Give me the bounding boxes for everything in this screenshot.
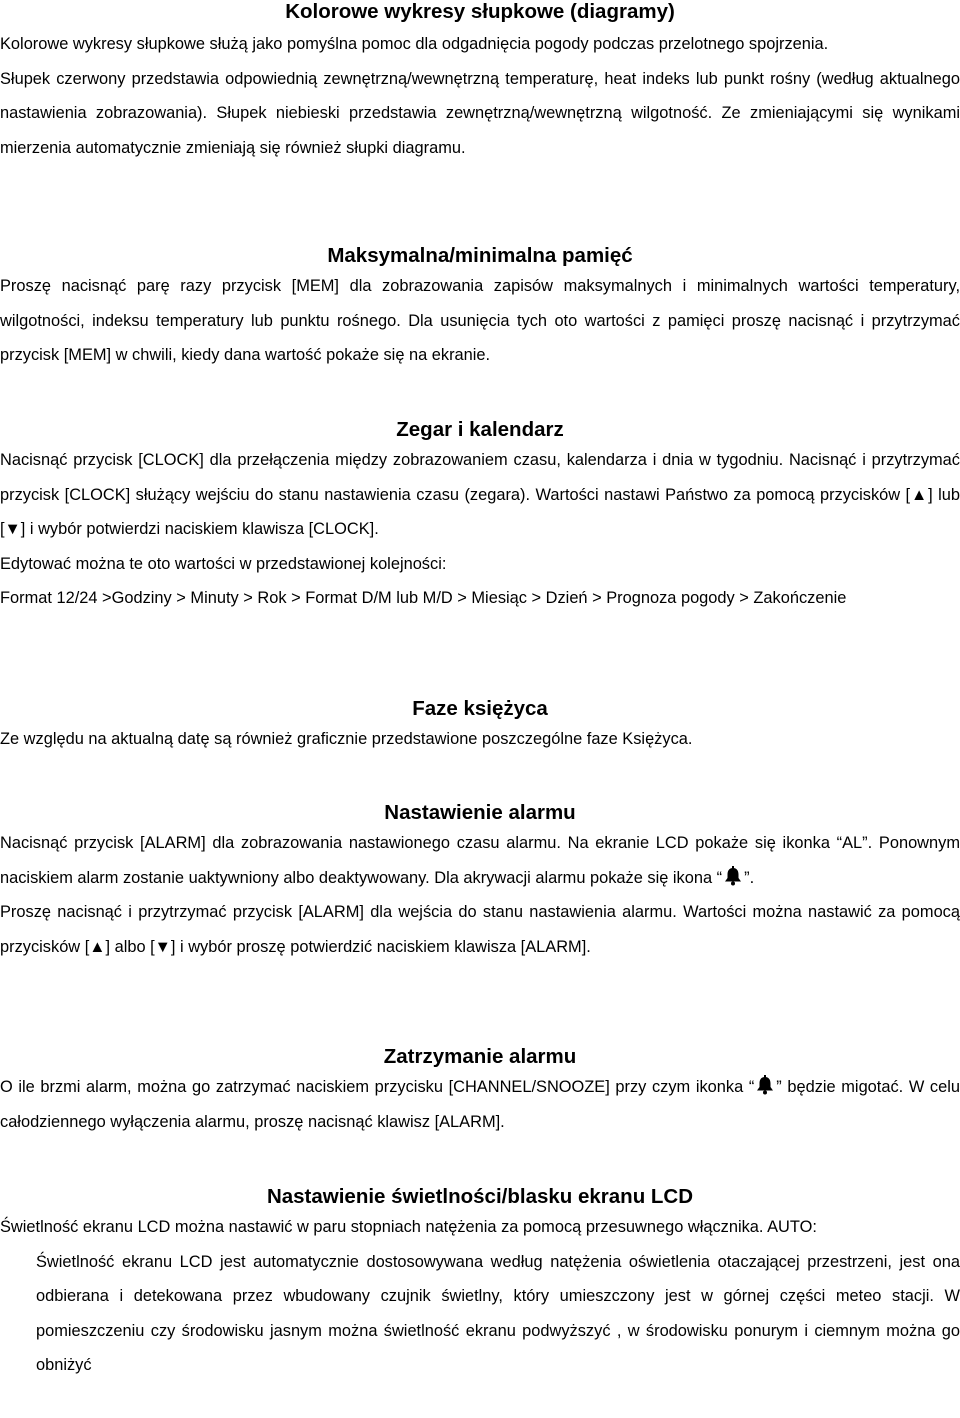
paragraph-indented: Świetlność ekranu LCD jest automatycznie dostosowywana według natężenia oświetlenia otaczającej przestrzeni, jest ona odbierana i detekowana przez wbudowany czujnik świetlny, który umieszczony jest w górnej części meteo stacji. W pomieszczeniu czy środowisku jasnym można świetlność ekranu podwyższyć , w środowisku ponurym i ciemnym można go obniżyć	[36, 1252, 960, 1375]
paragraph	[0, 826, 960, 895]
paragraph: Kolorowe wykresy słupkowe służą jako pomyślna pomoc dla odgadnięcia pogody podczas przelotnego spojrzenia.	[0, 35, 829, 53]
section-lcd-brightness	[0, 1184, 960, 1383]
paragraph: Ze względu na aktualną datę są również graficznie przedstawione poszczególne faze Księżyca.	[0, 730, 693, 748]
bell-icon	[754, 1075, 776, 1095]
section-title: Nastawienie alarmu	[384, 801, 576, 824]
section-title: Zatrzymanie alarmu	[383, 1045, 577, 1068]
paragraph: Edytować można te oto wartości w przedstawionej kolejności:	[0, 554, 447, 573]
section-title: Maksymalna/minimalna pamięć	[327, 244, 633, 267]
section-min-max-memory	[0, 243, 960, 373]
paragraph: Słupek czerwony przedstawia odpowiednią zewnętrzną/wewnętrzną temperaturę, heat indeks lub punkt rośny (według aktualnego nastawienia zobrazowania). Słupek niebieski przedstawia zewnętrzną/wewnętrzną wilgotność. Ze zmieniającymi się wynikami mierzenia automatycznie zmieniają się również słupki diagramu.	[0, 69, 960, 157]
paragraph-text: ”.	[744, 868, 755, 887]
section-alarm-stop	[0, 1044, 960, 1139]
paragraph-text: Nacisnąć przycisk [ALARM] dla zobrazowania nastawionego czasu alarmu. Na ekranie LCD pokaże się ikonka “AL”. Ponownym naciskiem alarm zostanie uaktywniony albo deaktywowany. Dla akrywacji alarmu pokaże się ikona “	[0, 834, 960, 887]
paragraph: Świetlność ekranu LCD można nastawić w paru stopniach natężenia za pomocą przesuwnego włącznika. AUTO:	[0, 1218, 817, 1236]
section-alarm-setting	[0, 800, 960, 964]
section-title: Faze księżyca	[412, 697, 548, 720]
section-bar-charts	[0, 0, 960, 165]
section-title: Zegar i kalendarz	[396, 418, 564, 441]
paragraph: Nacisnąć przycisk [CLOCK] dla przełączenia między zobrazowaniem czasu, kalendarza i dnia w tygodniu. Nacisnąć i przytrzymać przycisk [CLOCK] służący wejściu do stanu nastawienia czasu (zegara). Wartości nastawi Państwo za pomocą przycisków [▲] lub [▼] i wybór potwierdzi naciskiem klawisza [CLOCK].	[0, 451, 960, 539]
paragraph: Format 12/24 >Godziny > Minuty > Rok > Format D/M lub M/D > Miesiąc > Dzień > Prognoza pogody > Zakończenie	[0, 589, 847, 608]
section-title: Nastawienie świetlności/blasku ekranu LCD	[266, 1185, 694, 1208]
paragraph: Proszę nacisnąć parę razy przycisk [MEM] dla zobrazowania zapisów maksymalnych i minimalnych wartości temperatury, wilgotności, indeksu temperatury lub punktu rośnego. Dla usunięcia tych oto wartości z pamięci proszę nacisnąć i przytrzymać przycisk [MEM] w chwili, kiedy dana wartość pokaże się na ekranie.	[0, 277, 960, 365]
paragraph-text: O ile brzmi alarm, można go zatrzymać naciskiem przycisku [CHANNEL/SNOOZE] przy czym ikonka “	[0, 1078, 755, 1096]
paragraph-text: ” będzie migotać. W celu całodziennego wyłączenia alarmu, proszę nacisnąć klawisz [ALARM].	[0, 1078, 960, 1131]
bell-icon	[722, 866, 744, 886]
section-title: Kolorowe wykresy słupkowe (diagramy)	[285, 0, 675, 23]
section-moon-phases	[0, 696, 960, 757]
paragraph	[0, 1070, 960, 1139]
section-clock-calendar	[0, 417, 960, 616]
paragraph: Proszę nacisnąć i przytrzymać przycisk [ALARM] dla wejścia do stanu nastawienia alarmu. Wartości można nastawić za pomocą przycisków [▲] albo [▼] i wybór proszę potwierdzić naciskiem klawisza [ALARM].	[0, 903, 960, 956]
